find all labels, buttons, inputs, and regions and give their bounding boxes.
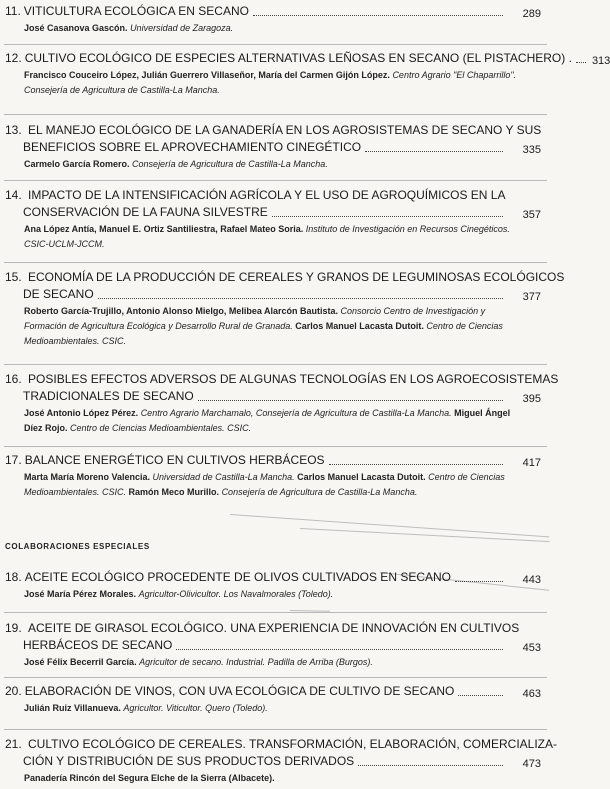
toc-entry[interactable] <box>0 619 551 670</box>
author-names: Miguel Ángel Díez Rojo. <box>24 408 511 433</box>
entry-number: 11. <box>5 4 21 18</box>
author-names: Marta María Moreno Valencia. <box>24 472 153 482</box>
pencil-mark <box>300 528 550 542</box>
entry-title <box>0 121 551 156</box>
entry-title-text: DE SECANO <box>23 287 94 301</box>
page-number: 357 <box>522 209 541 221</box>
entry-authors <box>0 655 551 670</box>
author-names: José Casanova Gascón. <box>24 23 131 33</box>
entry-title <box>0 50 610 67</box>
toc-entry[interactable] <box>0 735 557 786</box>
entry-title <box>0 452 551 469</box>
entry-authors <box>0 406 551 436</box>
author-names: Ramón Meco Murillo. <box>128 487 222 497</box>
dot-leader <box>253 14 503 16</box>
entry-number: 17. <box>5 453 22 467</box>
entry-title-text: EL MANEJO ECOLÓGICO DE LA GANADERÍA EN LOS AGROSISTEMAS DE SECANO Y SUS <box>28 123 542 137</box>
affiliation: Agricultor. Viticultor. Quero (Toledo). <box>123 703 268 713</box>
toc-entry[interactable] <box>0 50 610 98</box>
entry-title-text: CULTIVO ECOLÓGICO DE CEREALES. TRANSFORMACIÓN, ELABORACIÓN, COMERCIALIZA- <box>28 737 557 751</box>
entry-title <box>0 619 551 654</box>
entry-number: 16. <box>5 372 26 386</box>
entry-authors <box>0 587 551 602</box>
author-names: Ana López Antía, Manuel E. Ortiz Santiliestra, Rafael Mateo Soria. <box>24 224 306 234</box>
page-number: 463 <box>522 688 541 700</box>
entry-divider <box>4 729 547 730</box>
toc-entry[interactable] <box>0 3 551 36</box>
affiliation: Consejería de Agricultura de Castilla-La Mancha. <box>132 159 328 169</box>
entry-title-text: VITICULTURA ECOLÓGICA EN SECANO <box>23 4 249 18</box>
entry-title-text: IMPACTO DE LA INTENSIFICACIÓN AGRÍCOLA Y EL USO DE AGROQUÍMICOS EN LA <box>28 188 506 202</box>
entry-title-text: TRADICIONALES DE SECANO <box>23 389 194 403</box>
entry-number: 13. <box>5 123 26 137</box>
author-names: Panadería Rincón del Segura Elche de la Sierra (Albacete). <box>24 773 275 783</box>
entry-authors <box>0 157 551 172</box>
entry-number: 19. <box>5 621 26 635</box>
entry-number: 15. <box>5 270 26 284</box>
entry-divider <box>4 114 547 115</box>
page-number: 395 <box>522 393 541 405</box>
affiliation: Centro Agrario Marchamalo, Consejería de Agricultura de Castilla-La Mancha. <box>140 408 455 418</box>
entry-divider <box>4 446 547 447</box>
affiliation: Universidad de Zaragoza. <box>130 23 234 33</box>
entry-title <box>0 370 559 405</box>
entry-title-text: ELABORACIÓN DE VINOS, CON UVA ECOLÓGICA DE CULTIVO DE SECANO <box>24 684 455 698</box>
entry-title <box>0 186 551 221</box>
page-number: 313 <box>591 55 610 67</box>
toc-entry[interactable] <box>0 186 551 252</box>
entry-title-text: BENEFICIOS SOBRE EL APROVECHAMIENTO CINEGÉTICO <box>23 140 362 154</box>
affiliation: Centro de Ciencias Medioambientales. CSIC. <box>24 472 505 497</box>
author-names: Carlos Manuel Lacasta Dutoit. <box>297 472 429 482</box>
author-names: Carlos Manuel Lacasta Dutoit. <box>295 321 427 331</box>
entry-divider <box>4 364 547 365</box>
toc-entry[interactable] <box>0 683 551 716</box>
entry-authors <box>0 21 551 36</box>
entry-number: 18. <box>5 570 22 584</box>
entry-title <box>0 569 551 586</box>
author-names: José María Pérez Morales. <box>24 589 139 599</box>
affiliation: Agricultor-Olivicultor. Los Navalmorales (Toledo). <box>138 589 334 599</box>
dot-leader <box>176 648 503 650</box>
page-number: 443 <box>522 574 541 586</box>
entry-authors <box>0 701 551 716</box>
author-names: Roberto García-Trujillo, Antonio Alonso Mielgo, Melibea Alarcón Bautista. <box>24 306 341 316</box>
entry-authors <box>0 470 551 500</box>
author-names: José Félix Becerril García. <box>24 657 140 667</box>
entry-divider <box>4 612 547 613</box>
toc-entry[interactable] <box>0 121 551 172</box>
dot-leader <box>455 580 503 582</box>
affiliation: Instituto de Investigación en Recursos Cinegéticos. CSIC-UCLM-JCCM. <box>24 224 510 249</box>
entry-authors <box>0 222 551 252</box>
pencil-mark <box>230 514 549 537</box>
entry-title-text: CONSERVACIÓN DE LA FAUNA SILVESTRE <box>23 205 268 219</box>
affiliation: Consejería de Agricultura de Castilla-La Mancha. <box>221 487 418 497</box>
entry-number: 20. <box>5 684 22 698</box>
author-names: Francisco Couceiro López, Julián Guerrero Villaseñor, María del Carmen Gijón López. <box>24 70 393 80</box>
entry-title-text: ACEITE DE GIRASOL ECOLÓGICO. UNA EXPERIENCIA DE INNOVACIÓN EN CULTIVOS <box>28 621 520 635</box>
toc-entry[interactable] <box>0 569 551 602</box>
entry-divider <box>4 44 547 45</box>
dot-leader <box>98 297 503 299</box>
entry-authors <box>0 68 551 98</box>
toc-entry[interactable] <box>0 370 559 436</box>
entry-number: 12. <box>5 51 22 65</box>
entry-title <box>0 3 551 20</box>
section-heading: COLABORACIONES ESPECIALES <box>5 542 150 551</box>
dot-leader <box>358 764 503 766</box>
dot-leader <box>198 399 503 401</box>
entry-number: 14. <box>5 188 26 202</box>
page-number: 335 <box>522 144 541 156</box>
page-number: 289 <box>522 8 541 20</box>
entry-title-text: CIÓN Y DISTRIBUCIÓN DE SUS PRODUCTOS DERIVADOS <box>23 754 355 768</box>
entry-title-text: ACEITE ECOLÓGICO PROCEDENTE DE OLIVOS CULTIVADOS EN SECANO <box>24 570 451 584</box>
entry-authors <box>0 771 551 786</box>
author-names: José Antonio López Pérez. <box>24 408 141 418</box>
affiliation: Universidad de Castilla-La Mancha. <box>152 472 298 482</box>
affiliation: Centro de Ciencias Medioambientales. CSIC. <box>70 423 252 433</box>
page-number: 453 <box>522 642 541 654</box>
entry-title-text: ECONOMÍA DE LA PRODUCCIÓN DE CEREALES Y GRANOS DE LEGUMINOSAS ECOLÓGICOS <box>28 270 565 284</box>
page-number: 473 <box>522 758 541 770</box>
dot-leader <box>329 463 503 465</box>
affiliation: Centro Agrario "El Chaparrillo". Consejería de Agricultura de Castilla-La Mancha. <box>24 70 517 95</box>
author-names: Julián Ruiz Villanueva. <box>24 703 124 713</box>
page-number: 377 <box>522 291 541 303</box>
dot-leader <box>272 215 503 217</box>
affiliation: Centro de Ciencias Medioambientales. CSIC. <box>24 321 503 346</box>
author-names: Carmelo García Romero. <box>24 159 133 169</box>
entry-divider <box>4 180 547 181</box>
entry-divider <box>4 262 547 263</box>
affiliation: Agricultor de secano. Industrial. Padilla de Arriba (Burgos). <box>139 657 373 667</box>
entry-authors <box>0 304 551 349</box>
entry-number: 21. <box>5 737 26 751</box>
dot-leader <box>576 61 586 63</box>
entry-title <box>0 683 551 700</box>
entry-title-text: HERBÁCEOS DE SECANO <box>23 638 173 652</box>
affiliation: Consorcio Centro de Investigación y Formación de Agricultura Ecológica y Desarrollo Rural de Granada. <box>24 306 486 331</box>
entry-title <box>0 268 565 303</box>
dot-leader <box>365 150 503 152</box>
entry-title-text: POSIBLES EFECTOS ADVERSOS DE ALGUNAS TECNOLOGÍAS EN LOS AGROECOSISTEMAS <box>28 372 559 386</box>
toc-entry[interactable] <box>0 268 565 349</box>
dot-leader <box>458 694 503 696</box>
entry-title-text: CULTIVO ECOLÓGICO DE ESPECIES ALTERNATIVAS LEÑOSAS EN SECANO (EL PISTACHERO) . <box>24 51 572 65</box>
toc-entry[interactable] <box>0 452 551 500</box>
page-number: 417 <box>522 457 541 469</box>
entry-divider <box>4 677 547 678</box>
entry-title <box>0 735 557 770</box>
entry-title-text: BALANCE ENERGÉTICO EN CULTIVOS HERBÁCEOS <box>24 453 325 467</box>
